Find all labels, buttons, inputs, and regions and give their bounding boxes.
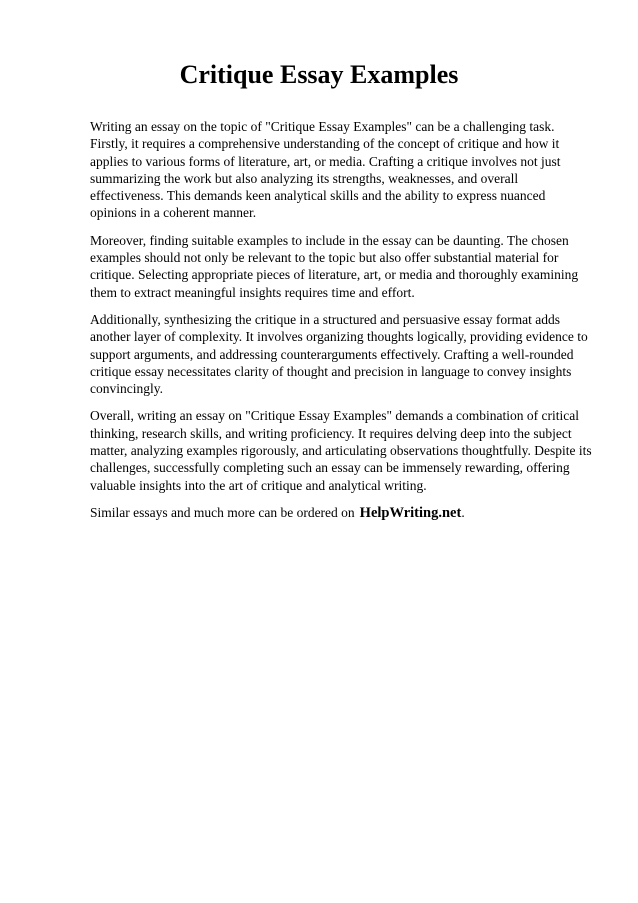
document-body xyxy=(90,118,595,522)
footer-suffix: . xyxy=(461,504,465,520)
footer-prefix: Similar essays and much more can be ordered on xyxy=(90,504,355,520)
paragraph-1: Writing an essay on the topic of "Critique Essay Examples" can be a challenging task. Firstly, it requires a comprehensive understanding of the concept of critique and how it applies to various forms of literature, art, or media. Crafting a critique involves not just summarizing the work but also analyzing its strengths, weaknesses, and overall effectiveness. This demands keen analytical skills and the ability to express nuanced opinions in a coherent manner. xyxy=(90,119,561,221)
helpwriting-link[interactable]: HelpWriting.net xyxy=(359,504,462,521)
paragraph-4: Overall, writing an essay on "Critique Essay Examples" demands a combination of critical thinking, research skills, and writing proficiency. It requires delving deep into the subject matter, analyzing examples rigorously, and articulating observations thoughtfully. Despite its challenges, successfully completing such an essay can be immensely rewarding, offering valuable insights into the art of critique and analytical writing. xyxy=(90,408,592,493)
paragraph-3: Additionally, synthesizing the critique in a structured and persuasive essay format adds another layer of complexity. It involves organizing thoughts logically, providing evidence to support arguments, and addressing counterarguments effectively. Crafting a well-rounded critique essay necessitates clarity of thought and precision in language to convey insights convincingly. xyxy=(90,311,588,397)
footer-line xyxy=(90,504,595,522)
page-title: Critique Essay Examples xyxy=(179,60,459,89)
paragraph-2: Moreover, finding suitable examples to include in the essay can be daunting. The chosen examples should not only be relevant to the topic but also offer substantial material for critique. Selecting appropriate pieces of literature, art, or media and thoroughly examining them to extract meaningful insights requires time and effort. xyxy=(90,232,579,300)
